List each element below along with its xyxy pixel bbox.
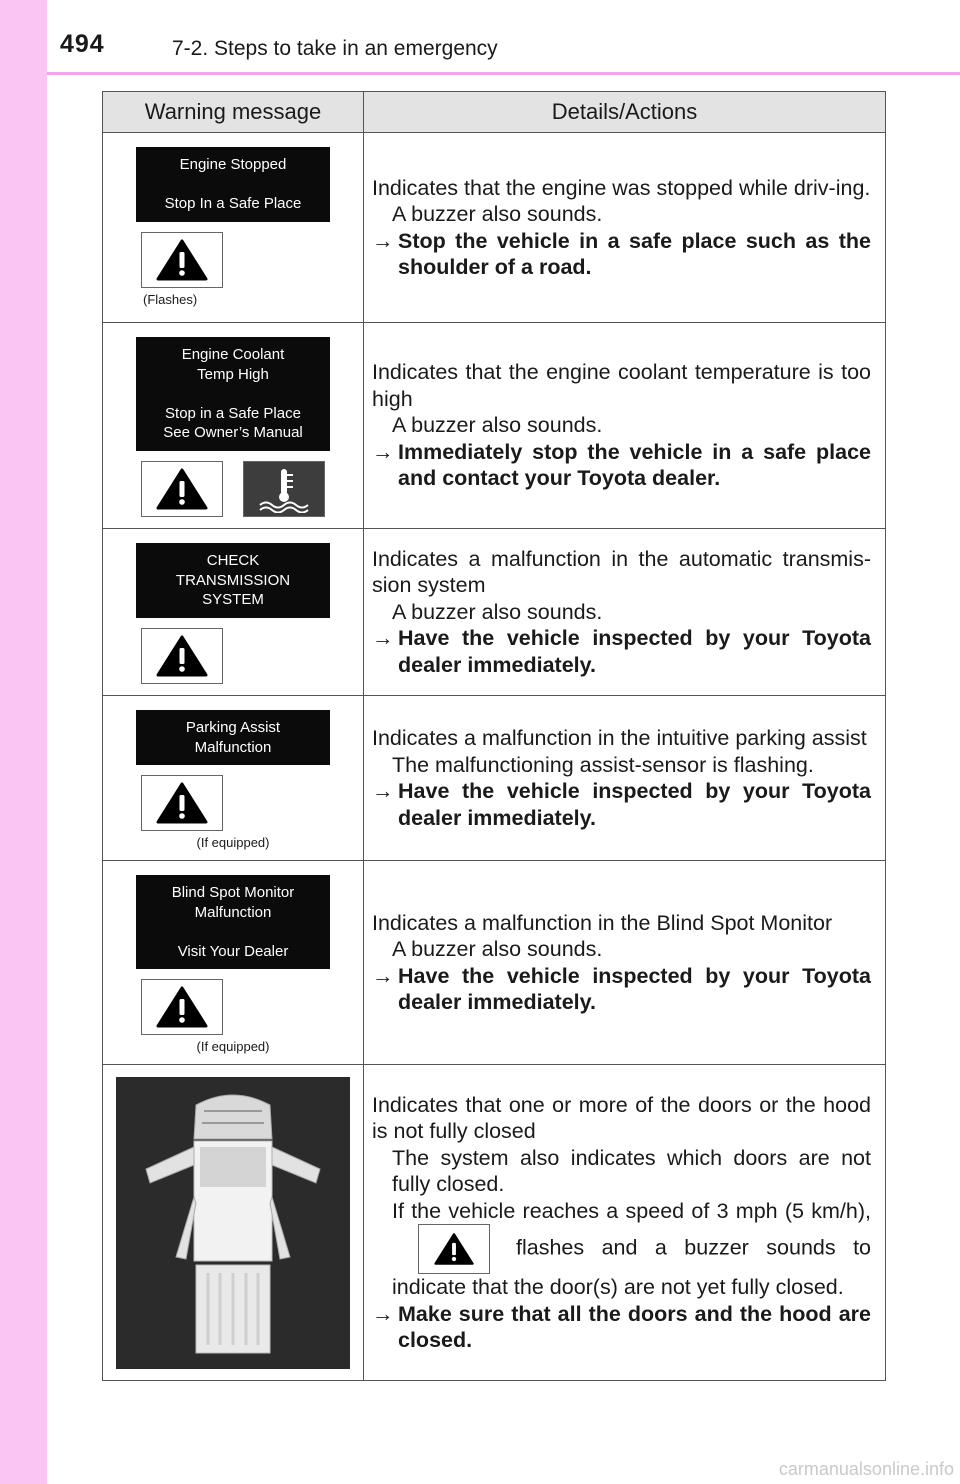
action-text: → Have the vehicle inspected by your Toyota dealer immediately.: [372, 626, 871, 677]
arrow-right-icon: →: [372, 439, 394, 464]
display-note: (If equipped): [196, 835, 270, 850]
description-text: Indicates that the engine coolant temperature is too high A buzzer also sounds.: [372, 360, 871, 438]
action-text: → Immediately stop the vehicle in a safe place and contact your Toyota dealer.: [372, 439, 871, 491]
warning-triangle-icon: [141, 461, 223, 517]
warning-triangle-icon: [141, 979, 223, 1035]
arrow-right-icon: →: [372, 228, 394, 253]
warning-triangle-icon: [418, 1224, 490, 1274]
display-note: (If equipped): [196, 1039, 270, 1054]
description-text: Indicates that one or more of the doors or the hood is not fully closed The system also indicates which doors are not fully closed. If the vehicle reaches a speed of 3 mph (5 km/h), flashes and a buzzer sounds to indicate that the door(s) are not yet fully closed.: [372, 1092, 871, 1299]
description-text: Indicates a malfunction in the automatic transmis-sion system A buzzer also sounds.: [372, 546, 871, 624]
warning-display-cell: [103, 861, 364, 1065]
display-note: (Flashes): [143, 291, 198, 307]
warning-triangle-icon: [141, 232, 223, 288]
details-cell: [364, 133, 886, 323]
sub-text: A buzzer also sounds.: [392, 413, 603, 438]
action-text: → Stop the vehicle in a safe place such as the shoulder of a road.: [372, 228, 871, 279]
col-header-details-actions: Details/Actions: [364, 92, 886, 133]
warning-triangle-icon: [141, 628, 223, 684]
description-text: Indicates a malfunction in the Blind Spot Monitor A buzzer also sounds.: [372, 910, 871, 963]
table-header-row: [103, 92, 886, 133]
display-message: Engine Coolant Temp High Stop in a Safe Place See Owner’s Manual: [136, 337, 330, 451]
open-doors-vehicle-icon: [116, 1077, 350, 1369]
warning-display-cell: [103, 323, 364, 529]
arrow-right-icon: →: [372, 779, 394, 803]
warning-triangle-icon: [141, 775, 223, 831]
display-message: Blind Spot Monitor Malfunction Visit Your Dealer: [136, 875, 330, 969]
details-cell: [364, 1065, 886, 1381]
warning-display-cell: [103, 1065, 364, 1381]
action-text: → Have the vehicle inspected by your Toyota dealer immediately.: [372, 963, 871, 1014]
sub-text: The system also indicates which doors are not fully closed.: [392, 1145, 871, 1196]
action-text: → Make sure that all the doors and the hood are closed.: [372, 1301, 871, 1352]
description-text: Indicates that the engine was stopped while driv-ing. A buzzer also sounds.: [372, 175, 871, 226]
display-message: Engine Stopped Stop In a Safe Place: [136, 147, 330, 222]
section-side-tab: [0, 0, 47, 1484]
table-row: [103, 1065, 886, 1381]
details-cell: [364, 529, 886, 696]
arrow-right-icon: →: [372, 963, 394, 988]
table-row: [103, 529, 886, 696]
page-number: 494: [60, 30, 105, 58]
sub-text: A buzzer also sounds.: [392, 599, 603, 624]
warning-display-cell: [103, 696, 364, 861]
details-cell: [364, 696, 886, 861]
coolant-temperature-icon: [243, 461, 325, 517]
table-row: [103, 696, 886, 861]
header-divider: [47, 72, 960, 75]
details-cell: [364, 323, 886, 529]
description-text: Indicates a malfunction in the intuitive parking assist The malfunctioning assist-sensor is flashing.: [372, 725, 871, 778]
action-text: → Have the vehicle inspected by your Toyota dealer immediately.: [372, 779, 871, 830]
sub-text: A buzzer also sounds.: [392, 937, 603, 961]
table-row: [103, 133, 886, 323]
warning-display-cell: [103, 133, 364, 323]
arrow-right-icon: →: [372, 626, 394, 651]
sub-text: A buzzer also sounds.: [392, 202, 603, 226]
warning-message-table: [102, 91, 886, 1381]
table-row: [103, 861, 886, 1065]
sub-text: The malfunctioning assist-sensor is flashing.: [392, 752, 814, 777]
section-title: 7-2. Steps to take in an emergency: [172, 37, 498, 60]
details-cell: [364, 861, 886, 1065]
display-message: CHECK TRANSMISSION SYSTEM: [136, 543, 330, 618]
sub-text: If the vehicle reaches a speed of 3 mph (5 km/h), flashes and a buzzer sounds to indicate that the door(s) are not yet fully closed.: [392, 1198, 871, 1299]
watermark: carmanualsonline.info: [778, 1459, 954, 1479]
warning-display-cell: [103, 529, 364, 696]
col-header-warning-message: Warning message: [103, 92, 364, 133]
arrow-right-icon: →: [372, 1301, 394, 1326]
table-row: [103, 323, 886, 529]
display-message: Parking Assist Malfunction: [136, 710, 330, 765]
